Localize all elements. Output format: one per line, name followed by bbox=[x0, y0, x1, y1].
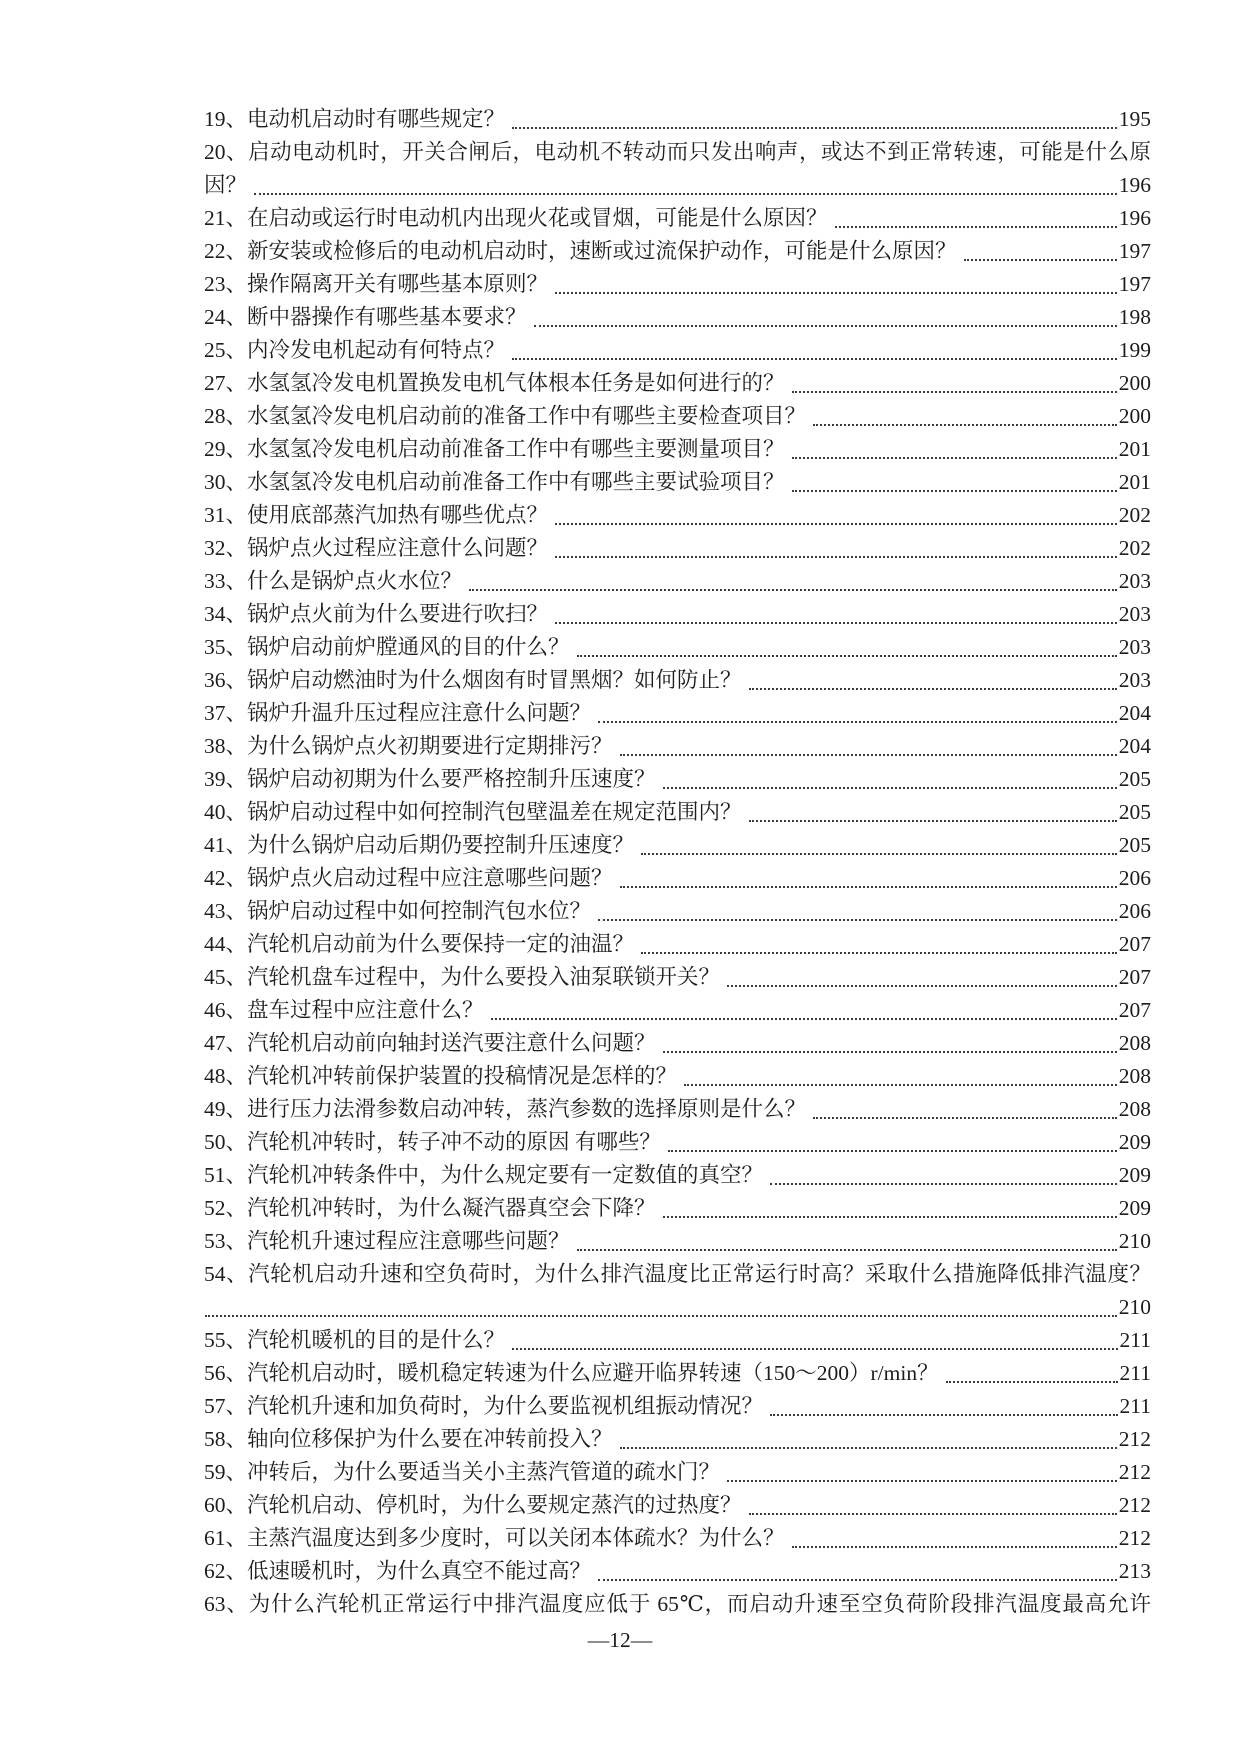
dot-leader bbox=[620, 1447, 1117, 1449]
toc-line bbox=[204, 1423, 1151, 1456]
toc-page-number: 212 bbox=[1118, 1526, 1151, 1550]
toc-line bbox=[204, 334, 1151, 367]
toc-line-text: 20、启动电动机时，开关合闸后，电动机不转动而只发出响声，或达不到正常转速，可能是什么原 bbox=[204, 140, 1151, 164]
dot-leader bbox=[727, 1480, 1117, 1482]
toc-line bbox=[204, 796, 1151, 829]
dot-leader bbox=[749, 688, 1117, 690]
dot-leader bbox=[512, 358, 1117, 360]
dot-leader bbox=[620, 754, 1117, 756]
toc-line bbox=[204, 235, 1151, 268]
toc-page-number: 201 bbox=[1118, 437, 1151, 461]
toc-line-text: 34、锅炉点火前为什么要进行吹扫？ bbox=[204, 602, 549, 626]
toc-page-number: 207 bbox=[1118, 932, 1151, 956]
toc-page-number: 200 bbox=[1118, 404, 1151, 428]
toc-line bbox=[204, 1093, 1151, 1126]
toc-page-number: 195 bbox=[1118, 107, 1151, 131]
dot-leader bbox=[641, 853, 1117, 855]
toc-page-number: 208 bbox=[1118, 1031, 1151, 1055]
page-footer-number: —12— bbox=[587, 1628, 653, 1652]
toc-list bbox=[204, 103, 1151, 1621]
toc-line-text: 40、锅炉启动过程中如何控制汽包壁温差在规定范围内？ bbox=[204, 800, 742, 824]
toc-line bbox=[204, 895, 1151, 928]
toc-line-text: 61、主蒸汽温度达到多少度时，可以关闭本体疏水？为什么？ bbox=[204, 1526, 785, 1550]
toc-line bbox=[204, 1357, 1151, 1390]
toc-line bbox=[204, 994, 1151, 1027]
toc-line-text: 36、锅炉启动燃油时为什么烟囱有时冒黑烟？如何防止？ bbox=[204, 668, 742, 692]
toc-page-number: 204 bbox=[1118, 734, 1151, 758]
toc-line-text: 55、汽轮机暖机的目的是什么？ bbox=[204, 1328, 506, 1352]
toc-page-number: 212 bbox=[1118, 1427, 1151, 1451]
toc-line-text: 21、在启动或运行时电动机内出现火花或冒烟，可能是什么原因？ bbox=[204, 206, 828, 230]
toc-page-number: 205 bbox=[1118, 833, 1151, 857]
toc-line-text: 38、为什么锅炉点火初期要进行定期排污？ bbox=[204, 734, 613, 758]
toc-line bbox=[204, 862, 1151, 895]
dot-leader bbox=[792, 391, 1117, 393]
dot-leader bbox=[835, 226, 1117, 228]
toc-page-number: 211 bbox=[1119, 1361, 1151, 1385]
dot-leader bbox=[254, 193, 1117, 195]
toc-line bbox=[204, 301, 1151, 334]
toc-line-text: 22、新安装或检修后的电动机启动时，速断或过流保护动作，可能是什么原因？ bbox=[204, 239, 957, 263]
dot-leader bbox=[598, 1579, 1117, 1581]
toc-page-number: 203 bbox=[1118, 635, 1151, 659]
toc-line-text: 30、水氢氢冷发电机启动前准备工作中有哪些主要试验项目？ bbox=[204, 470, 785, 494]
toc-line-text: 58、轴向位移保护为什么要在冲转前投入？ bbox=[204, 1427, 613, 1451]
toc-page-number: 202 bbox=[1118, 536, 1151, 560]
dot-leader bbox=[792, 457, 1117, 459]
toc-page-number: 212 bbox=[1118, 1460, 1151, 1484]
toc-line bbox=[204, 1390, 1151, 1423]
toc-line-text: 19、电动机启动时有哪些规定？ bbox=[204, 107, 506, 131]
toc-line bbox=[204, 1324, 1151, 1357]
toc-line-text: 62、低速暖机时，为什么真空不能过高？ bbox=[204, 1559, 592, 1583]
toc-line-text: 27、水氢氢冷发电机置换发电机气体根本任务是如何进行的？ bbox=[204, 371, 785, 395]
toc-line bbox=[204, 1456, 1151, 1489]
dot-leader bbox=[749, 1513, 1117, 1515]
toc-line-text: 53、汽轮机升速过程应注意哪些问题？ bbox=[204, 1229, 570, 1253]
toc-line-text: 41、为什么锅炉启动后期仍要控制升压速度？ bbox=[204, 833, 635, 857]
toc-page-number: 198 bbox=[1118, 305, 1151, 329]
toc-page-number: 202 bbox=[1118, 503, 1151, 527]
dot-leader bbox=[813, 424, 1117, 426]
toc-line-text: 46、盘车过程中应注意什么？ bbox=[204, 998, 484, 1022]
toc-line-text: 52、汽轮机冲转时，为什么凝汽器真空会下降？ bbox=[204, 1196, 656, 1220]
dot-leader bbox=[555, 523, 1117, 525]
toc-line-text: 47、汽轮机启动前向轴封送汽要注意什么问题？ bbox=[204, 1031, 656, 1055]
dot-leader bbox=[577, 1249, 1117, 1251]
dot-leader bbox=[555, 292, 1117, 294]
toc-page-number: 213 bbox=[1118, 1559, 1151, 1583]
toc-line-text: 45、汽轮机盘车过程中，为什么要投入油泵联锁开关？ bbox=[204, 965, 721, 989]
toc-line bbox=[204, 1291, 1151, 1324]
dot-leader bbox=[512, 127, 1117, 129]
dot-leader bbox=[663, 1051, 1117, 1053]
dot-leader bbox=[792, 490, 1117, 492]
toc-line-text: 51、汽轮机冲转条件中，为什么规定要有一定数值的真空？ bbox=[204, 1163, 764, 1187]
toc-line bbox=[204, 631, 1151, 664]
toc-line bbox=[204, 961, 1151, 994]
toc-line-text: 63、为什么汽轮机正常运行中排汽温度应低于 65℃，而启动升速至空负荷阶段排汽温度最高允许 bbox=[204, 1592, 1151, 1616]
dot-leader bbox=[749, 820, 1117, 822]
toc-page-number: 204 bbox=[1118, 701, 1151, 725]
toc-line-text: 43、锅炉启动过程中如何控制汽包水位？ bbox=[204, 899, 592, 923]
toc-line-text: 57、汽轮机升速和加负荷时，为什么要监视机组振动情况？ bbox=[204, 1394, 764, 1418]
toc-page-number: 208 bbox=[1118, 1064, 1151, 1088]
dot-leader bbox=[469, 589, 1117, 591]
toc-page-number: 203 bbox=[1118, 668, 1151, 692]
toc-page-number: 201 bbox=[1118, 470, 1151, 494]
toc-line-text: 48、汽轮机冲转前保护装置的投稿情况是怎样的？ bbox=[204, 1064, 678, 1088]
toc-page-number: 207 bbox=[1118, 998, 1151, 1022]
toc-line bbox=[204, 1225, 1151, 1258]
toc-line bbox=[204, 268, 1151, 301]
toc-line-text: 37、锅炉升温升压过程应注意什么问题？ bbox=[204, 701, 592, 725]
dot-leader bbox=[946, 1381, 1118, 1383]
toc-page-number: 206 bbox=[1118, 866, 1151, 890]
toc-page-number: 207 bbox=[1118, 965, 1151, 989]
toc-page-number: 206 bbox=[1118, 899, 1151, 923]
dot-leader bbox=[620, 886, 1117, 888]
dot-leader bbox=[663, 1216, 1117, 1218]
dot-leader bbox=[534, 325, 1117, 327]
toc-line-text: 33、什么是锅炉点火水位？ bbox=[204, 569, 463, 593]
dot-leader bbox=[491, 1018, 1117, 1020]
toc-page-number: 205 bbox=[1118, 800, 1151, 824]
toc-line bbox=[204, 697, 1151, 730]
toc-line bbox=[204, 400, 1151, 433]
toc-page-number: 209 bbox=[1118, 1163, 1151, 1187]
toc-page-number: 205 bbox=[1118, 767, 1151, 791]
toc-line bbox=[204, 664, 1151, 697]
dot-leader bbox=[813, 1117, 1117, 1119]
dot-leader bbox=[577, 655, 1117, 657]
toc-line-text: 因？ bbox=[204, 173, 248, 197]
toc-line-text: 24、断中器操作有哪些基本要求？ bbox=[204, 305, 527, 329]
toc-line bbox=[204, 565, 1151, 598]
toc-page-number: 200 bbox=[1118, 371, 1151, 395]
toc-line-text: 56、汽轮机启动时，暖机稳定转速为什么应避开临界转速（150～200）r/min？ bbox=[204, 1361, 939, 1385]
toc-line bbox=[204, 1159, 1151, 1192]
toc-page-number: 209 bbox=[1118, 1130, 1151, 1154]
dot-leader bbox=[770, 1414, 1118, 1416]
toc-page-number: 197 bbox=[1118, 272, 1151, 296]
toc-line bbox=[204, 1060, 1151, 1093]
toc-line-text: 59、冲转后，为什么要适当关小主蒸汽管道的疏水门？ bbox=[204, 1460, 721, 1484]
toc-line bbox=[204, 103, 1151, 136]
toc-line bbox=[204, 532, 1151, 565]
toc-line bbox=[204, 367, 1151, 400]
toc-page-number: 208 bbox=[1118, 1097, 1151, 1121]
dot-leader bbox=[598, 919, 1117, 921]
dot-leader bbox=[663, 787, 1117, 789]
toc-line bbox=[204, 829, 1151, 862]
toc-line bbox=[204, 466, 1151, 499]
toc-line bbox=[204, 1522, 1151, 1555]
toc-line bbox=[204, 1126, 1151, 1159]
toc-page-number: 199 bbox=[1118, 338, 1151, 362]
dot-leader bbox=[727, 985, 1117, 987]
toc-line bbox=[204, 1258, 1151, 1291]
toc-line-text: 35、锅炉启动前炉膛通风的目的什么？ bbox=[204, 635, 570, 659]
toc-line bbox=[204, 202, 1151, 235]
toc-line-text: 39、锅炉启动初期为什么要严格控制升压速度？ bbox=[204, 767, 656, 791]
dot-leader bbox=[964, 259, 1117, 261]
toc-line bbox=[204, 136, 1151, 169]
dot-leader bbox=[555, 622, 1117, 624]
dot-leader bbox=[641, 952, 1117, 954]
toc-line-text: 50、汽轮机冲转时，转子冲不动的原因 有哪些？ bbox=[204, 1130, 661, 1154]
toc-line-text: 25、内冷发电机起动有何特点？ bbox=[204, 338, 506, 362]
toc-line-text: 54、汽轮机启动升速和空负荷时，为什么排汽温度比正常运行时高？采取什么措施降低排汽温度？ bbox=[204, 1262, 1151, 1286]
toc-line-text: 60、汽轮机启动、停机时，为什么要规定蒸汽的过热度？ bbox=[204, 1493, 742, 1517]
toc-line bbox=[204, 433, 1151, 466]
toc-line bbox=[204, 598, 1151, 631]
toc-line-text: 44、汽轮机启动前为什么要保持一定的油温？ bbox=[204, 932, 635, 956]
dot-leader bbox=[668, 1150, 1117, 1152]
toc-line bbox=[204, 169, 1151, 202]
toc-page-number: 203 bbox=[1118, 569, 1151, 593]
toc-line-text: 31、使用底部蒸汽加热有哪些优点？ bbox=[204, 503, 549, 527]
toc-line bbox=[204, 928, 1151, 961]
dot-leader bbox=[512, 1348, 1118, 1350]
toc-line bbox=[204, 499, 1151, 532]
dot-leader bbox=[205, 1315, 1117, 1317]
dot-leader bbox=[770, 1183, 1117, 1185]
toc-line bbox=[204, 1027, 1151, 1060]
toc-line-text: 32、锅炉点火过程应注意什么问题？ bbox=[204, 536, 549, 560]
dot-leader bbox=[792, 1546, 1117, 1548]
dot-leader bbox=[555, 556, 1117, 558]
toc-line bbox=[204, 730, 1151, 763]
toc-line-text: 29、水氢氢冷发电机启动前准备工作中有哪些主要测量项目？ bbox=[204, 437, 785, 461]
toc-page-number: 209 bbox=[1118, 1196, 1151, 1220]
toc-page-number: 211 bbox=[1119, 1394, 1151, 1418]
toc-page-number: 197 bbox=[1118, 239, 1151, 263]
toc-line bbox=[204, 1555, 1151, 1588]
toc-page-number: 196 bbox=[1118, 206, 1151, 230]
toc-line-text: 49、进行压力法滑参数启动冲转，蒸汽参数的选择原则是什么？ bbox=[204, 1097, 807, 1121]
toc-page-number: 210 bbox=[1118, 1295, 1151, 1319]
toc-page-number: 211 bbox=[1119, 1328, 1151, 1352]
toc-line bbox=[204, 763, 1151, 796]
toc-line bbox=[204, 1192, 1151, 1225]
toc-page-number: 203 bbox=[1118, 602, 1151, 626]
toc-page-number: 210 bbox=[1118, 1229, 1151, 1253]
toc-page-number: 196 bbox=[1118, 173, 1151, 197]
toc-line-text: 23、操作隔离开关有哪些基本原则？ bbox=[204, 272, 549, 296]
dot-leader bbox=[598, 721, 1117, 723]
toc-line bbox=[204, 1489, 1151, 1522]
dot-leader bbox=[684, 1084, 1117, 1086]
toc-line bbox=[204, 1588, 1151, 1621]
toc-line-text: 42、锅炉点火启动过程中应注意哪些问题？ bbox=[204, 866, 613, 890]
toc-line-text: 28、水氢氢冷发电机启动前的准备工作中有哪些主要检查项目？ bbox=[204, 404, 807, 428]
toc-page-number: 212 bbox=[1118, 1493, 1151, 1517]
